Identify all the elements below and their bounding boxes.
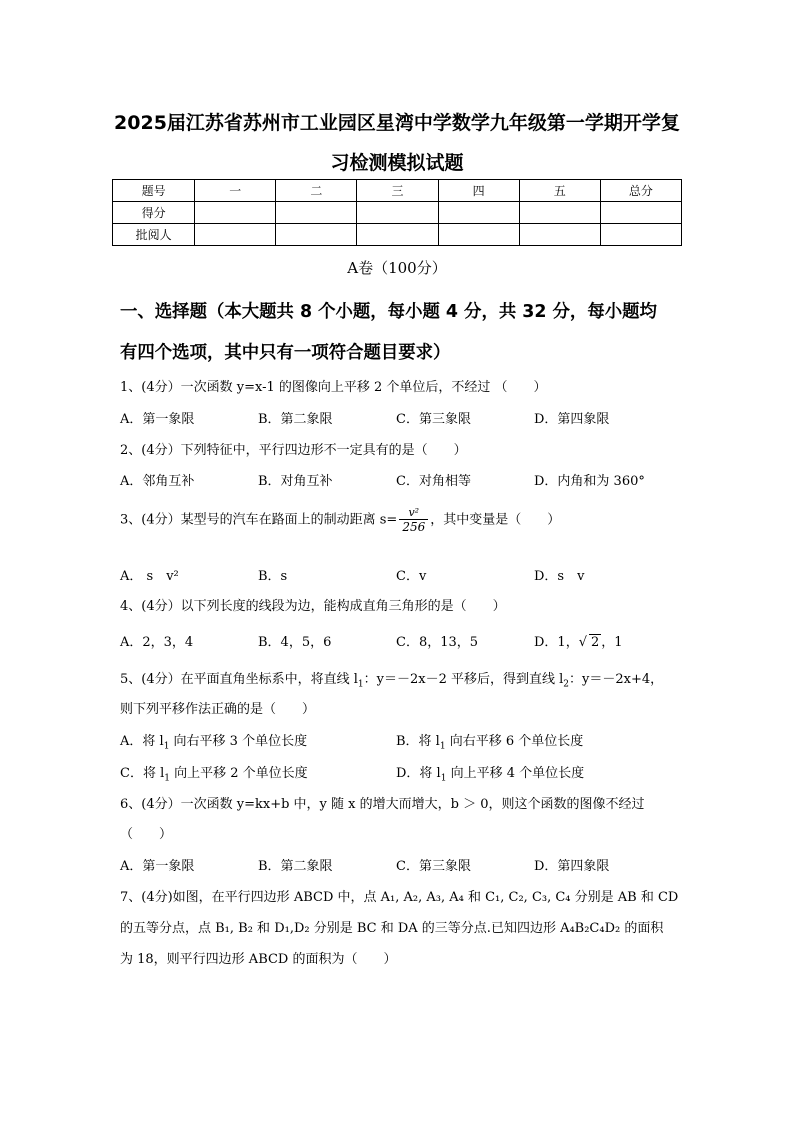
score-header-cell: 总分 — [600, 180, 681, 202]
q3-option-c: C．v — [396, 569, 427, 584]
q5-opt-a-sub: 1 — [163, 741, 170, 752]
score-cell — [438, 224, 519, 246]
question-3-stem — [120, 506, 560, 534]
q5-stem-c: ：y＝－2x+4， — [569, 672, 664, 687]
q3-option-b: B．s — [258, 569, 288, 584]
q1-option-c: C．第三象限 — [396, 412, 471, 427]
score-header-cell: 二 — [276, 180, 357, 202]
score-cell — [438, 202, 519, 224]
q5-opt-c-post: 向上平移 2 个单位长度 — [169, 766, 308, 781]
q5-opt-b-sub: 1 — [439, 741, 446, 752]
score-cell — [519, 224, 600, 246]
q5-opt-d-pre: D．将 l — [396, 766, 441, 781]
section-heading-line1: 一、选择题（本大题共 8 个小题，每小题 4 分，共 32 分，每小题均 — [120, 302, 657, 322]
q5-opt-a-pre: A．将 l — [120, 734, 164, 749]
q6-option-a: A．第一象限 — [120, 859, 195, 874]
q4-option-c: C．8，13，5 — [396, 635, 479, 650]
q3-option-d: D．s v — [534, 569, 585, 584]
q4-option-d — [534, 631, 623, 650]
score-header-cell: 三 — [357, 180, 438, 202]
sqrt-sign-icon: √ — [578, 635, 587, 650]
score-cell — [519, 202, 600, 224]
score-header-cell: 五 — [519, 180, 600, 202]
q5-opt-b-pre: B．将 l — [396, 734, 440, 749]
q1-option-b: B．第二象限 — [258, 412, 333, 427]
question-1-stem: 1、(4分）一次函数 y=x-1 的图像向上平移 2 个单位后，不经过 （ ） — [120, 380, 547, 395]
question-5-stem-line2: 则下列平移作法正确的是（ ） — [120, 702, 316, 717]
score-header-cell: 题号 — [113, 180, 195, 202]
score-table-row — [113, 202, 682, 224]
score-cell — [195, 224, 276, 246]
score-table-row — [113, 224, 682, 246]
score-cell — [357, 224, 438, 246]
q5-opt-d-post: 向上平移 4 个单位长度 — [446, 766, 585, 781]
q2-option-a: A．邻角互补 — [120, 474, 195, 489]
q3-fraction — [399, 506, 428, 534]
score-table — [112, 179, 682, 246]
q5-option-b — [396, 730, 583, 752]
score-cell — [357, 202, 438, 224]
exam-title-line1: 2025届江苏省苏州市工业园区星湾中学数学九年级第一学期开学复 — [114, 112, 680, 134]
q1-option-a: A．第一象限 — [120, 412, 195, 427]
q3-fraction-numerator: v² — [399, 506, 428, 520]
q5-sub1: 1 — [357, 679, 364, 690]
question-6-stem-line2: （ ） — [120, 827, 173, 842]
q5-option-a — [120, 730, 307, 752]
q2-option-c: C．对角相等 — [396, 474, 471, 489]
q2-option-b: B．对角互补 — [258, 474, 333, 489]
question-4-stem: 4、(4分）以下列长度的线段为边，能构成直角三角形的是（ ） — [120, 599, 506, 614]
question-5-stem — [120, 668, 663, 690]
score-cell — [276, 224, 357, 246]
section-heading-line2: 有四个选项，其中只有一项符合题目要求） — [120, 343, 451, 363]
question-6-stem: 6、(4分）一次函数 y=kx+b 中，y 随 x 的增大而增大，b ＞ 0，则这个函数的图像不经过 — [120, 797, 645, 812]
q3-option-a: A． s v² — [120, 569, 179, 584]
score-header-cell: 四 — [438, 180, 519, 202]
q5-option-c — [120, 762, 308, 784]
q5-stem-a: 5、(4分）在平面直角坐标系中，将直线 l — [120, 672, 358, 687]
q3-stem-before: 3、(4分）某型号的汽车在路面上的制动距离 s= — [120, 512, 398, 528]
q5-stem-b: ：y＝－2x－2 平移后，得到直线 l — [363, 672, 564, 687]
q4-option-a: A．2，3，4 — [120, 635, 194, 650]
q5-option-d — [396, 762, 584, 784]
question-7-line1: 7、(4分)如图，在平行四边形 ABCD 中，点 A₁, A₂, A₃, A₄ 和 C₁, C₂, C₃, C₄ 分别是 AB 和 CD — [120, 890, 679, 905]
q5-opt-c-pre: C．将 l — [120, 766, 165, 781]
q1-option-d: D．第四象限 — [534, 412, 610, 427]
score-cell — [276, 202, 357, 224]
q5-opt-b-post: 向右平移 6 个单位长度 — [445, 734, 584, 749]
q5-sub2: 2 — [563, 679, 570, 690]
q5-opt-d-sub: 1 — [440, 773, 447, 784]
score-header-cell: 一 — [195, 180, 276, 202]
q4-option-d-before: D．1， — [534, 635, 579, 650]
q5-opt-c-sub: 1 — [164, 773, 170, 784]
score-table-header-row — [113, 180, 682, 202]
score-row-label: 批阅人 — [113, 224, 195, 246]
q6-option-d: D．第四象限 — [534, 859, 610, 874]
score-row-label: 得分 — [113, 202, 195, 224]
q4-option-b: B．4，5，6 — [258, 635, 332, 650]
q6-option-c: C．第三象限 — [396, 859, 471, 874]
q4-option-d-after: ，1 — [601, 635, 623, 650]
q5-opt-a-post: 向右平移 3 个单位长度 — [169, 734, 308, 749]
q3-fraction-denominator: 256 — [402, 520, 426, 534]
q3-stem-after: ，其中变量是（ ） — [430, 512, 561, 528]
q6-option-b: B．第二象限 — [258, 859, 333, 874]
q2-option-d: D．内角和为 360° — [534, 474, 645, 489]
q4-option-d-radicand: 2 — [591, 635, 600, 650]
question-7-line3: 为 18，则平行四边形 ABCD 的面积为（ ） — [120, 952, 397, 967]
question-2-stem: 2、(4分）下列特征中，平行四边形不一定具有的是（ ） — [120, 443, 467, 458]
volume-label: A卷（100分） — [347, 259, 447, 277]
score-cell — [600, 224, 681, 246]
exam-title-line2: 习检测模拟试题 — [330, 152, 464, 174]
score-cell — [195, 202, 276, 224]
question-7-line2: 的五等分点，点 B₁, B₂ 和 D₁,D₂ 分别是 BC 和 DA 的三等分点.已知四边形 A₄B₂C₄D₂ 的面积 — [120, 921, 664, 936]
score-cell — [600, 202, 681, 224]
